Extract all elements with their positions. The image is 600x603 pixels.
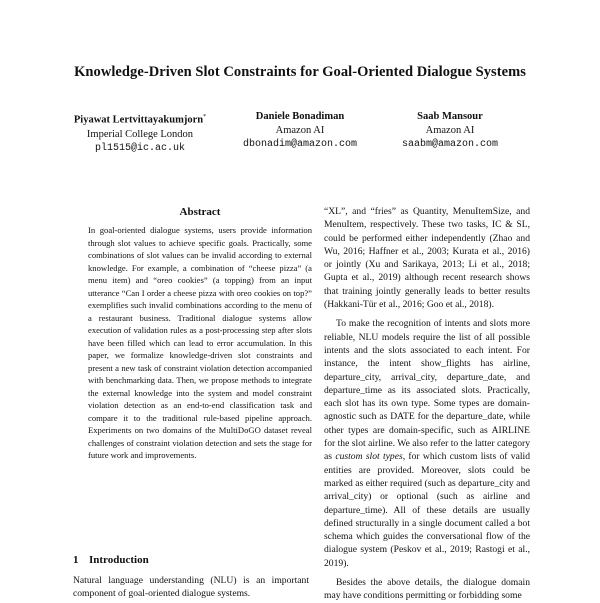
author-email: pl1515@ic.ac.uk (94, 142, 185, 154)
section-heading-introduction (73, 554, 149, 566)
custom-slot-types-term: custom slot types (335, 451, 403, 463)
author-affiliation: Amazon AI (275, 125, 325, 136)
section-title: Introduction (89, 554, 149, 566)
author-affiliation: Imperial College London (86, 128, 194, 140)
introduction-text: Natural language understanding (NLU) is an important component of goal-oriented dialogue systems. (73, 575, 309, 600)
author-footnote-mark: * (203, 114, 207, 120)
abstract-heading: Abstract (179, 206, 221, 218)
paper-title: Knowledge-Driven Slot Constraints for Goal-Oriented Dialogue Systems (74, 64, 526, 80)
author-1 (60, 110, 220, 156)
author-name: Piyawat Lertvittayakumjorn* (73, 114, 207, 126)
author-affiliation: Amazon AI (425, 125, 475, 136)
right-paragraph-3: Besides the above details, the dialogue domain may have conditions permitting or forbidding some (324, 577, 530, 602)
author-2 (220, 110, 380, 152)
abstract-text: In goal-oriented dialogue systems, users provide information through slot values to achieve specific goals. Practically, some combinations of slot values can be invalid according to external knowledge. For example, a combination of “cheese pizza” (a menu item) and “oreo cookies” (a topping) from an input utterance “Can I order a cheese pizza with oreo cookies on top?” exemplifies such invalid combinations according to the menu of a restaurant business. Traditional dialogue systems allow execution of validation rules as a post-processing step after slots have been filled which can lead to error accumulation. In this paper, we formalize knowledge-driven slot constraints and present a new task of constraint violation detection accompanied with benchmarking data. Then, we propose methods to integrate the external knowledge into the system and model constraint violation detection as an end-to-end classification task and compare it to the traditional rule-based pipeline approach. Experiments on two domains of the MultiDoGO dataset reveal challenges of constraint violation detection and sets the stage for future work and improvements. (88, 225, 312, 460)
author-3 (370, 110, 530, 152)
author-name: Daniele Bonadiman (255, 111, 345, 122)
section-number: 1 (73, 554, 79, 566)
right-column (324, 205, 530, 603)
author-name: Saab Mansour (417, 111, 483, 122)
right-paragraph-1: “XL”, and “fries” as Quantity, MenuItemSize, and MenuItem, respectively. These two tasks, IC & SL, could be performed either independently (Zhao and Wu, 2016; Haffner et al., 2003; Kurata et al., 2016) or jointly (Xu and Sarikaya, 2013; Li et al., 2018; Gupta et al., 2019) although recent research shows that training jointly generally leads to better results (Hakkani-Tür et al., 2016; Goo et al., 2018). (324, 206, 530, 311)
author-email: dbonadim@amazon.com (242, 139, 358, 150)
author-email: saabm@amazon.com (401, 139, 498, 150)
right-paragraph-2: To make the recognition of intents and slots more reliable, NLU models require the list of all possible intents and the slots associated to each intent. For instance, the intent show_flights has airline, departure_city, arrival_city, departure_date, and departure_time as its associated slots. Practically, each slot has its own type. Some types are domain-agnostic such as DATE for the departure_date, while other types are domain-specific, such as AIRLINE for the slot airline. We also refer to the latter category as custom slot types, for which custom lists of valid entities are provided. Moreover, slots could be marked as either required (such as departure_city and arrival_city) or optional (such as airline and departure_time). All of these details are usually defined structurally in a single document called a bot schema which guides the conversational flow of the dialogue system (Peskov et al., 2019; Rastogi et al., 2019). (324, 318, 530, 569)
